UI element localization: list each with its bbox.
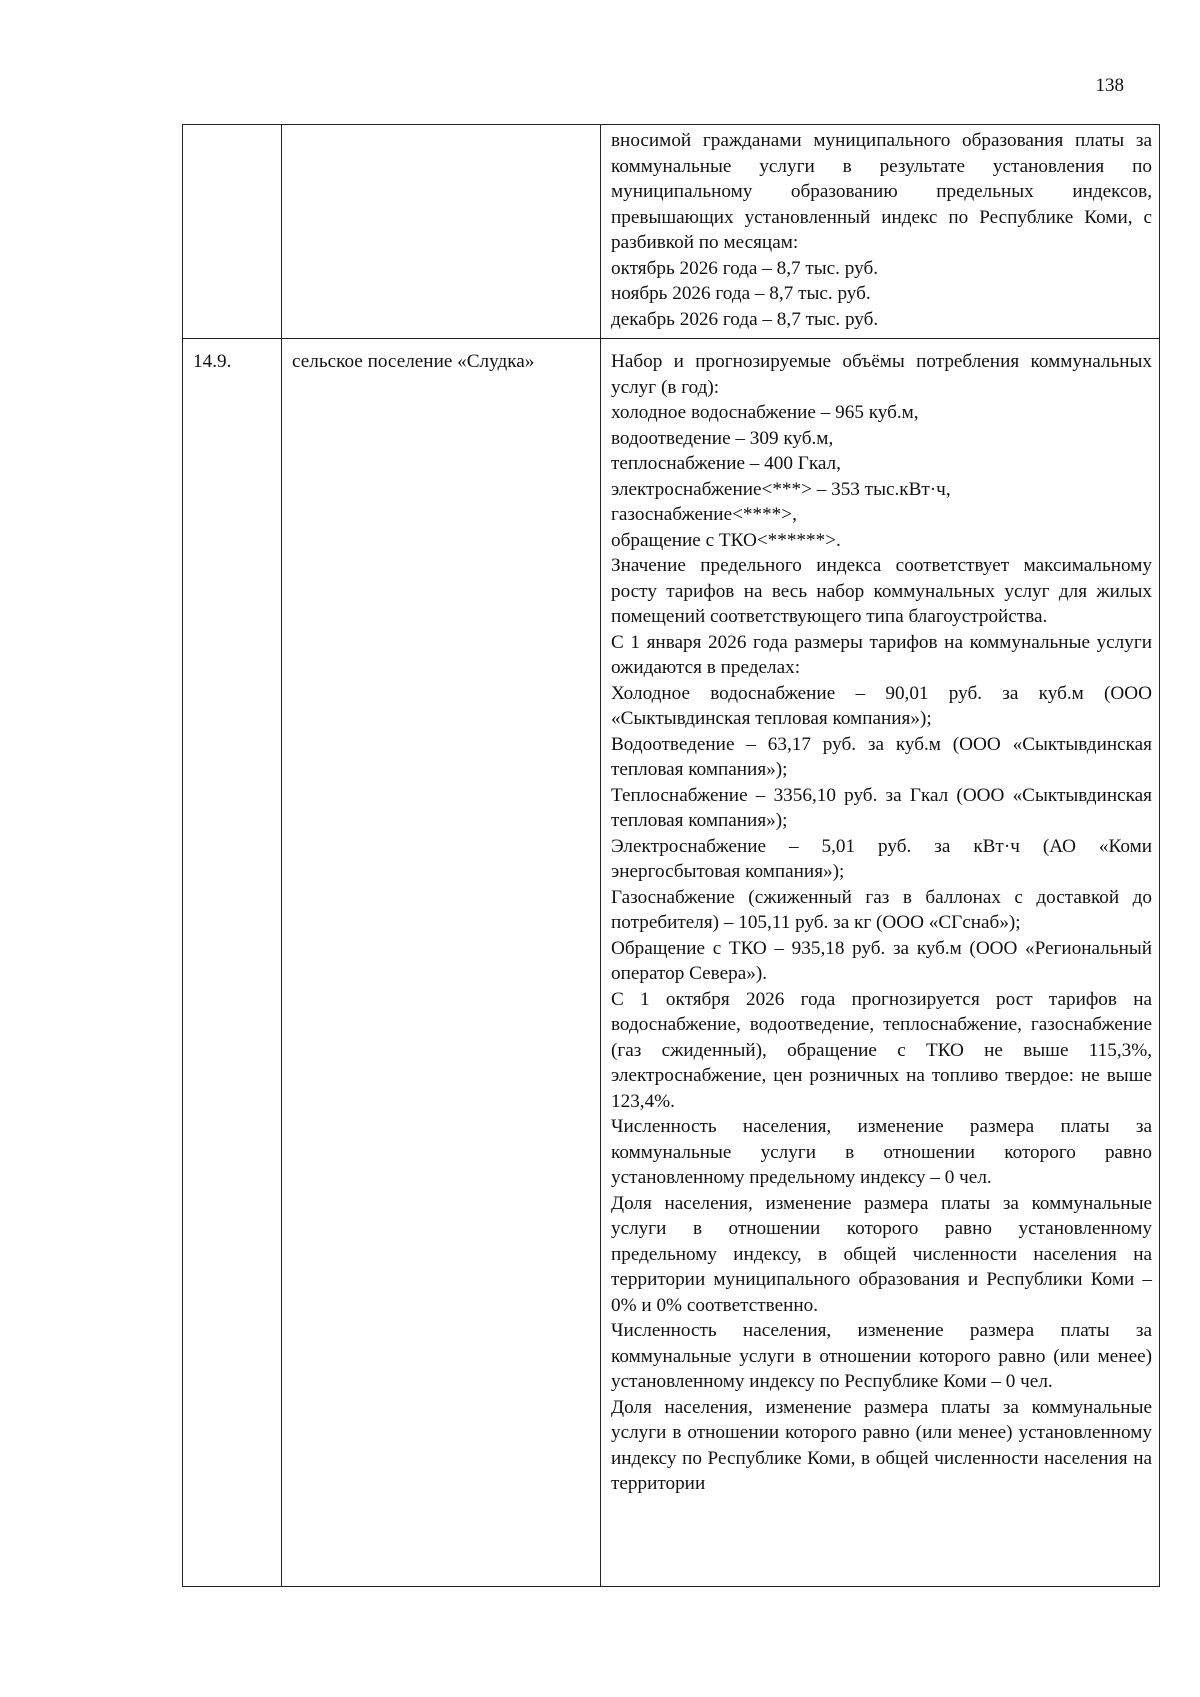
paragraph: октябрь 2026 года – 8,7 тыс. руб. bbox=[611, 257, 879, 279]
description-text bbox=[601, 125, 1159, 332]
paragraph: обращение с ТКО<******>. bbox=[611, 529, 841, 551]
paragraph: водоотведение – 309 куб.м, bbox=[611, 427, 834, 449]
paragraph: Доля населения, изменение размера платы за коммунальные услуги в отношении которого равно (или менее) установленному индексу по Республике Коми, в общей численности населения на территории bbox=[611, 1396, 1152, 1494]
row-number: 14.9. bbox=[193, 351, 232, 372]
municipality-cell bbox=[282, 339, 601, 1587]
municipality-name bbox=[282, 125, 600, 135]
paragraph: С 1 января 2026 года размеры тарифов на коммунальные услуги ожидаются в пределах: bbox=[611, 631, 1152, 678]
paragraph: Значение предельного индекса соответствует максимальному росту тарифов на весь набор коммунальных услуг для жилых помещений соответствующего типа благоустройства. bbox=[611, 555, 1152, 627]
paragraph: Доля населения, изменение размера платы за коммунальные услуги в отношении которого равно установленному предельному индексу, в общей численности населения на территории муниципального образования и Республики Коми – 0% и 0% соответственно. bbox=[611, 1192, 1152, 1316]
description-cell bbox=[601, 125, 1160, 339]
paragraph: Теплоснабжение – 3356,10 руб. за Гкал (ООО «Сыктывдинская тепловая компания»); bbox=[611, 784, 1152, 831]
paragraph: Холодное водоснабжение – 90,01 руб. за куб.м (ООО «Сыктывдинская тепловая компания»); bbox=[611, 682, 1152, 729]
paragraph: Численность населения, изменение размера платы за коммунальные услуги в отношении которого равно (или менее) установленному индексу по Республике Коми – 0 чел. bbox=[611, 1320, 1152, 1392]
municipality-cell bbox=[282, 125, 601, 339]
municipality-name: сельское поселение «Слудка» bbox=[292, 351, 535, 372]
row-number-cell bbox=[183, 125, 282, 339]
page-number: 138 bbox=[1095, 75, 1124, 96]
paragraph: Газоснабжение (сжиженный газ в баллонах с доставкой до потребителя) – 105,11 руб. за кг (ООО «СГснаб»); bbox=[611, 886, 1152, 933]
paragraph: С 1 октября 2026 года прогнозируется рост тарифов на водоснабжение, водоотведение, теплоснабжение, газоснабжение (газ сжиденный), обращение с ТКО не выше 115,3%, электроснабжение, цен розничных на топливо твердое: не выше 123,4%. bbox=[611, 988, 1152, 1112]
row-number bbox=[183, 125, 281, 135]
description-cell bbox=[601, 339, 1160, 1587]
table-row bbox=[183, 125, 1160, 339]
paragraph: газоснабжение<****>, bbox=[611, 504, 797, 525]
tariff-table bbox=[182, 124, 1160, 1587]
paragraph: декабрь 2026 года – 8,7 тыс. руб. bbox=[611, 308, 879, 330]
description-text bbox=[601, 339, 1159, 1497]
paragraph: ноябрь 2026 года – 8,7 тыс. руб. bbox=[611, 283, 871, 304]
paragraph: Обращение с ТКО – 935,18 руб. за куб.м (ООО «Региональный оператор Севера»). bbox=[611, 937, 1152, 984]
paragraph: вносимой гражданами муниципального образования платы за коммунальные услуги в результате установления по муниципальному образованию предельных индексов, превышающих установленный индекс по Республике Коми, с разбивкой по месяцам: bbox=[611, 130, 1152, 253]
paragraph: Водоотведение – 63,17 руб. за куб.м (ООО «Сыктывдинская тепловая компания»); bbox=[611, 733, 1152, 780]
paragraph: холодное водоснабжение – 965 куб.м, bbox=[611, 402, 919, 423]
paragraph: электроснабжение<***> – 353 тыс.кВт·ч, bbox=[611, 478, 951, 500]
paragraph: Набор и прогнозируемые объёмы потребления коммунальных услуг (в год): bbox=[611, 351, 1152, 398]
row-number-cell bbox=[183, 339, 282, 1587]
table-row bbox=[183, 339, 1160, 1587]
paragraph: теплоснабжение – 400 Гкал, bbox=[611, 453, 841, 474]
paragraph: Численность населения, изменение размера платы за коммунальные услуги в отношении которого равно установленному предельному индексу – 0 чел. bbox=[611, 1116, 1152, 1188]
paragraph: Электроснабжение – 5,01 руб. за кВт·ч (АО «Коми энергосбытовая компания»); bbox=[611, 835, 1152, 882]
